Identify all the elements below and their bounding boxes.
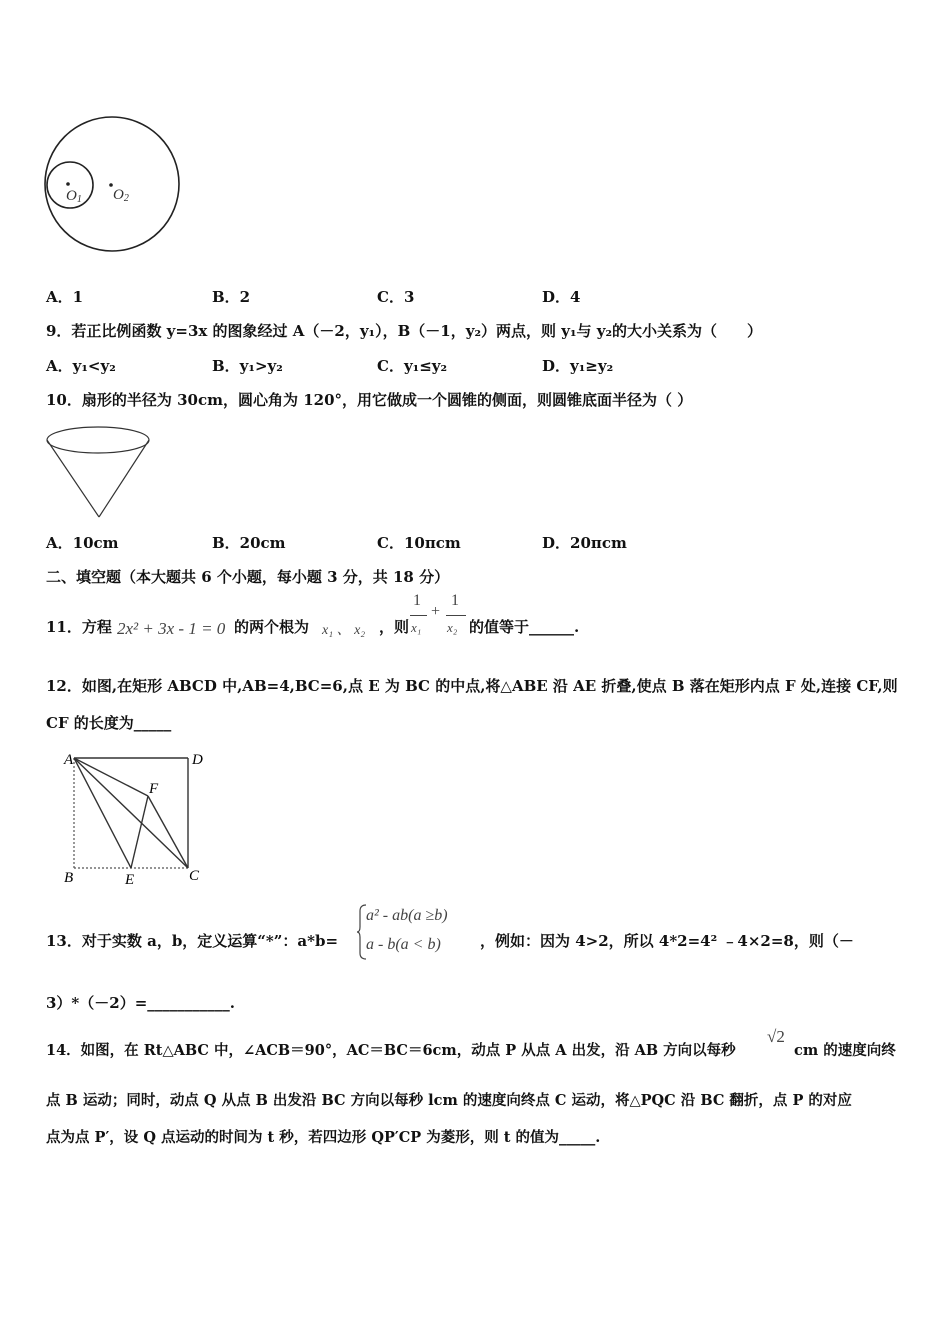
center-dot-o1 bbox=[66, 182, 70, 186]
figure-circles bbox=[40, 112, 185, 257]
q11-prefix: 11．方程 bbox=[46, 618, 112, 636]
label-b: B bbox=[64, 870, 74, 886]
label-e: E bbox=[125, 872, 135, 888]
seg-ac bbox=[74, 758, 188, 868]
label-o1: O1 bbox=[66, 188, 82, 205]
seg-ae bbox=[74, 758, 131, 868]
q13-case2: a - b(a < b) bbox=[366, 936, 441, 953]
seg-fe bbox=[131, 796, 148, 868]
q9-option-b: B．y₁>y₂ bbox=[212, 357, 283, 375]
q14-line2: 点 B 运动；同时，动点 Q 从点 B 出发沿 BC 方向以每秒 lcm 的速度向终点 C 运动，将△PQC 沿 BC 翻折，点 P 的对应 bbox=[46, 1092, 852, 1109]
q10-option-a: A．10cm bbox=[46, 534, 119, 552]
q11-suffix: 的值等于______. bbox=[469, 618, 580, 636]
q11-mid: 的两个根为 bbox=[234, 618, 310, 636]
q8-option-b: B．2 bbox=[212, 288, 251, 306]
q12-line1: 12．如图,在矩形 ABCD 中,AB=4,BC=6,点 E 为 BC 的中点,将△ABE 沿 AE 折叠,使点 B 落在矩形内点 F 处,连接 CF,则 bbox=[46, 677, 898, 695]
q12-line2: CF 的长度为_____ bbox=[46, 714, 172, 732]
q11-then: ，则 bbox=[379, 618, 410, 636]
q9-option-a: A．y₁<y₂ bbox=[46, 357, 116, 375]
q11-frac1-den: x₁ bbox=[411, 620, 422, 635]
label-d: D bbox=[192, 752, 203, 768]
q13-prefix: 13．对于实数 a，b，定义运算“*”：a*b= bbox=[46, 932, 339, 950]
q13-suffix: ，例如：因为 4>2，所以 4*2=4² ﹣4×2=8，则（－ bbox=[480, 932, 854, 950]
q11-equation: 2x² + 3x - 1 = 0 bbox=[117, 619, 226, 638]
seg-fc bbox=[148, 796, 188, 868]
q11-frac1-bar bbox=[410, 615, 427, 616]
q11-frac2-den: x₂ bbox=[447, 620, 458, 635]
label-c: C bbox=[189, 868, 200, 884]
figure-rectangle bbox=[56, 744, 216, 890]
q8-option-d: D．4 bbox=[542, 288, 581, 306]
label-o2: O2 bbox=[113, 187, 129, 204]
q10-option-d: D．20πcm bbox=[542, 534, 627, 552]
q14-line1a: 14．如图，在 Rt△ABC 中，∠ACB＝90°，AC＝BC＝6cm，动点 P 从点 A 出发，沿 AB 方向以每秒 bbox=[46, 1042, 736, 1059]
q8-option-c: C．3 bbox=[377, 288, 415, 306]
q9-text: 9．若正比例函数 y=3x 的图象经过 A（－2，y₁），B（－1，y₂）两点，则 y₁与 y₂的大小关系为（ ） bbox=[46, 322, 763, 340]
q10-option-c: C．10πcm bbox=[377, 534, 461, 552]
section2-heading: 二、填空题（本大题共 6 个小题，每小题 3 分，共 18 分） bbox=[46, 568, 450, 586]
q8-option-a: A．1 bbox=[46, 288, 84, 306]
q14-line3: 点为点 P′，设 Q 点运动的时间为 t 秒，若四边形 QP′CP 为菱形，则 t 的值为_____. bbox=[46, 1129, 601, 1146]
q14-sqrt: √2 bbox=[767, 1027, 785, 1046]
q14-line1b: cm 的速度向终 bbox=[794, 1042, 896, 1059]
q11-frac2-bar bbox=[446, 615, 466, 616]
seg-af bbox=[74, 758, 148, 796]
q11-plus: + bbox=[431, 603, 441, 620]
label-a: A bbox=[64, 752, 74, 768]
q13-line2: 3）*（－2）=___________. bbox=[46, 994, 236, 1012]
label-f: F bbox=[149, 781, 159, 797]
q13-case1: a² - ab(a ≥b) bbox=[366, 907, 448, 924]
q9-option-d: D．y₁≥y₂ bbox=[542, 357, 614, 375]
q11-frac1-num: 1 bbox=[413, 592, 421, 609]
cone-base bbox=[47, 427, 149, 453]
q10-option-b: B．20cm bbox=[212, 534, 286, 552]
q9-option-c: C．y₁≤y₂ bbox=[377, 357, 448, 375]
q10-text: 10．扇形的半径为 30cm，圆心角为 120°，用它做成一个圆锥的侧面，则圆锥底面半径为（ ） bbox=[46, 391, 693, 409]
q11-frac2-num: 1 bbox=[451, 592, 459, 609]
q11-roots: x₁ 、 x₂ bbox=[322, 623, 366, 638]
figure-cone bbox=[44, 422, 154, 522]
